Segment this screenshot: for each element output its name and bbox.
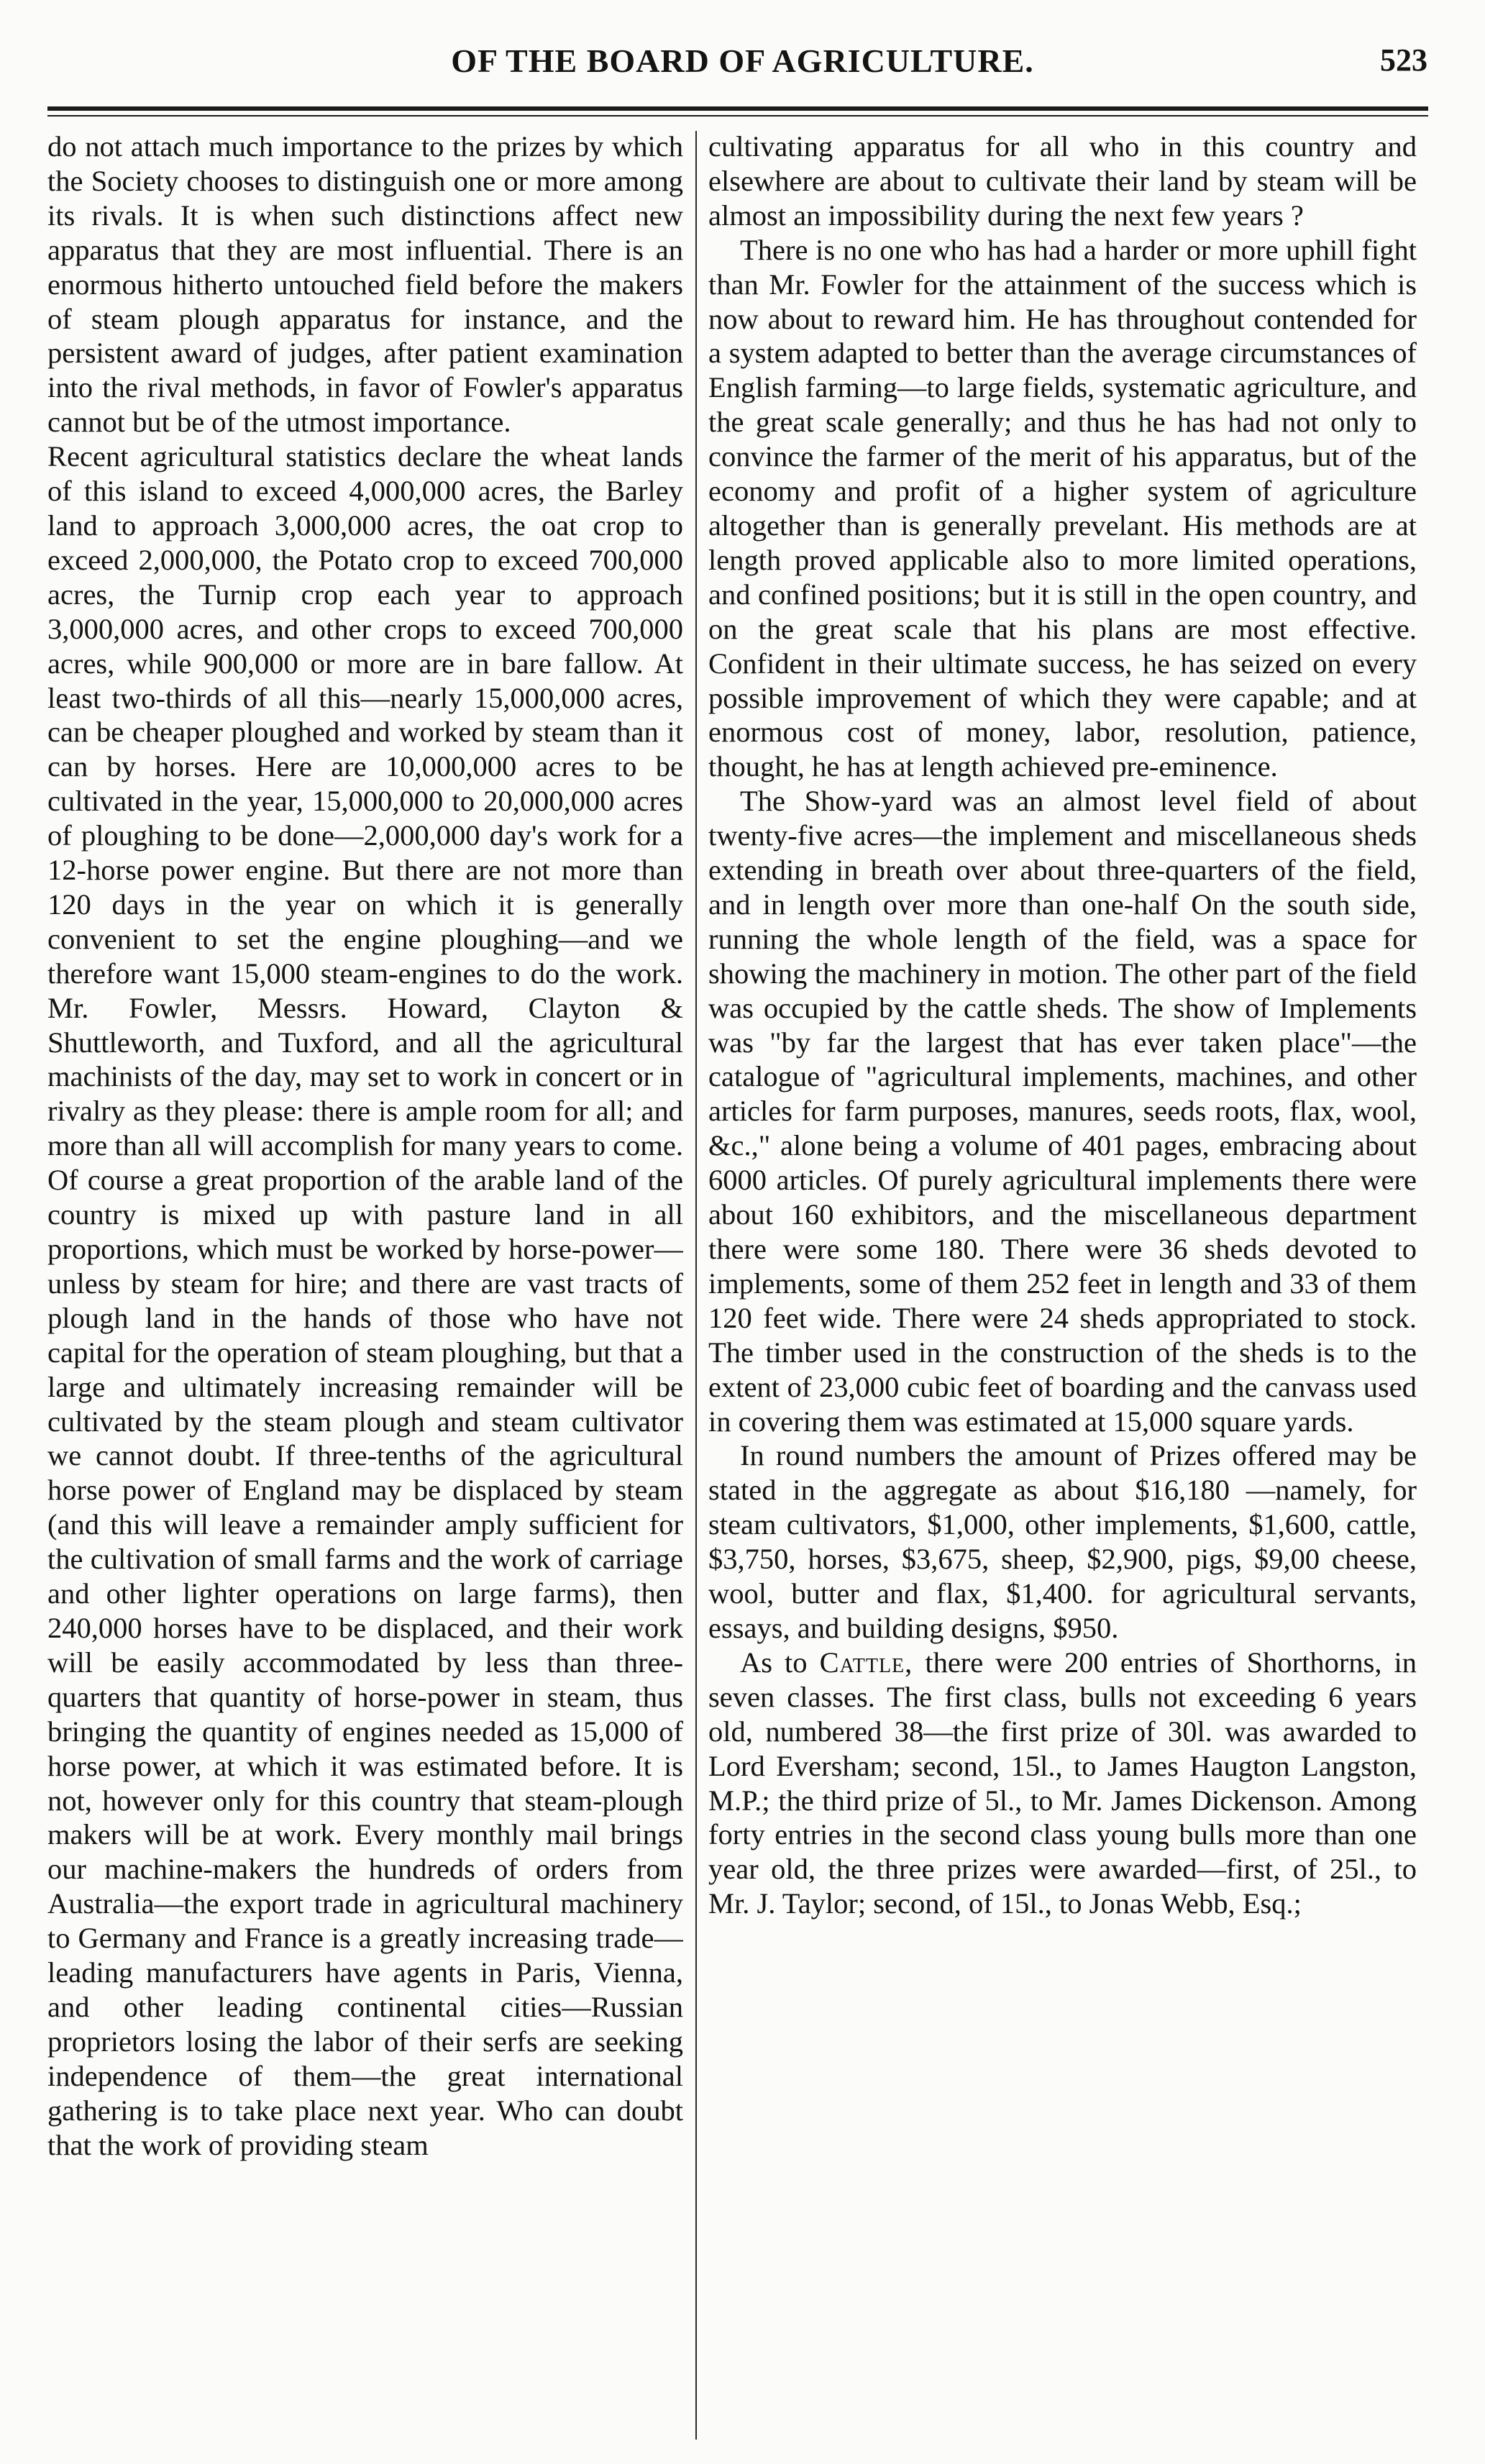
right-paragraph-5 [708, 1646, 1417, 1921]
cattle-heading: Cattle, [819, 1646, 913, 1679]
header-rule-thick [47, 106, 1428, 111]
running-head [58, 42, 1427, 92]
running-title: OF THE BOARD OF AGRICULTURE. [451, 42, 1034, 79]
cattle-lead: As to [740, 1646, 808, 1679]
right-paragraph-2: There is no one who has had a harder or more uphill fight than Mr. Fowler for the attainment of the success which is now about to reward him. He has throughout contended for a system adapted to better than the average circumstances of English farming—to large fields, systematic agriculture, and the great scale generally; and thus he has had not only to convince the farmer of the merit of his apparatus, but of the economy and profit of a higher system of agriculture altogether than is generally prevelant. His methods are at length proved applicable also to more limited operations, and confined positions; but it is still in the open country, and on the great scale that his plans are most effective. Confident in their ultimate success, he has seized on every possible improvement of which they were capable; and at enormous cost of money, labor, resolution, patience, thought, he has at length achieved pre-eminence. [708, 233, 1417, 783]
left-column [47, 129, 683, 2449]
page-number: 523 [1380, 42, 1427, 78]
right-paragraph-3: The Show-yard was an almost level field of about twenty-five acres—the implement and miscellaneous sheds extending in breath over about three-quarters of the field, and in length over more than one-half On the south side, running the whole length of the field, was a space for showing the machinery in motion. The other part of the field was occupied by the cattle sheds. The show of Implements was "by far the largest that has ever taken place"—the catalogue of "agricultural implements, machines, and other articles for farm purposes, manures, seeds roots, flax, wool, &c.," alone being a volume of 401 pages, embracing about 6000 articles. Of purely agricultural implements there were about 160 exhibitors, and the miscellaneous department there were some 180. There were 36 sheds devoted to implements, some of them 252 feet in length and 33 of them 120 feet wide. There were 24 sheds appropriated to stock. The timber used in the construction of the sheds is to the extent of 23,000 cubic feet of boarding and the canvass used in covering them was estimated at 15,000 square yards. [708, 785, 1417, 1438]
right-column [708, 129, 1417, 2449]
header-rule-thin [47, 115, 1428, 117]
right-paragraph-4: In round numbers the amount of Prizes offered may be stated in the aggregate as about $16,180 —namely, for steam cultivators, $1,000, other implements, $1,600, cattle, $3,750, horses, $3,675, sheep, $2,900, pigs, $9,00 cheese, wool, butter and flax, $1,400. for agricultural servants, essays, and building designs, $950. [708, 1439, 1417, 1644]
cattle-text: there were 200 entries of Shorthorns, in seven classes. The first class, bulls not exceeding 6 years old, numbered 38—the first prize of 30l. was awarded to Lord Eversham; second, 15l., to James Haugton Langston, M.P.; the third prize of 5l., to Mr. James Dickenson. Among forty entries in the second class young bulls more than one year old, the three prizes were awarded—first, of 25l., to Mr. J. Taylor; second, of 15l., to Jonas Webb, Esq.; [708, 1646, 1417, 1920]
right-paragraph-1: cultivating apparatus for all who in this country and elsewhere are about to cultivate their land by steam will be almost an impossibility during the next few years ? [708, 130, 1417, 232]
left-paragraph-2: Recent agricultural statistics declare the wheat lands of this island to exceed 4,000,000 acres, the Barley land to approach 3,000,000 acres, the oat crop to exceed 2,000,000, the Potato crop to exceed 700,000 acres, the Turnip crop each year to approach 3,000,000 acres, and other crops to exceed 700,000 acres, while 900,000 or more are in bare fallow. At least two-thirds of all this—nearly 15,000,000 acres, can be cheaper ploughed and worked by steam than it can by horses. Here are 10,000,000 acres to be cultivated in the year, 15,000,000 to 20,000,000 acres of ploughing to be done—2,000,000 day's work for a 12-horse power engine. But there are not more than 120 days in the year on which it is generally convenient to set the engine ploughing—and we therefore want 15,000 steam-engines to do the work. Mr. Fowler, Messrs. Howard, Clayton & Shuttleworth, and Tuxford, and all the agricultural machinists of the day, may set to work in concert or in rivalry as they please: there is ample room for all; and more than all will accomplish for many years to come. Of course a great proportion of the arable land of the country is mixed up with pasture land in all proportions, which must be worked by horse-power—unless by steam for hire; and there are vast tracts of plough land in the hands of those who have not capital for the operation of steam ploughing, but that a large and ultimately increasing remainder will be cultivated by the steam plough and steam cultivator we cannot doubt. If three-tenths of the agricultural horse power of England may be displaced by steam (and this will leave a remainder amply sufficient for the cultivation of small farms and the work of carriage and other lighter operations on large farms), then 240,000 horses have to be displaced, and their work will be easily accommodated by less than three-quarters that quantity of horse-power in steam, thus bringing the quantity of engines needed as 15,000 of horse power, at which it was estimated before. It is not, however only for this country that steam-plough makers will be at work. Every monthly mail brings our machine-makers the hundreds of orders from Australia—the export trade in agricultural machinery to Germany and France is a greatly increasing trade—leading manufacturers have agents in Paris, Vienna, and other leading continental cities—Russian proprietors losing the labor of their serfs are seeking independence of them—the great international gathering is to take place next year. Who can doubt that the work of providing steam [47, 440, 683, 2161]
column-divider [695, 131, 697, 2440]
left-paragraph-1: do not attach much importance to the prizes by which the Society chooses to distinguish one or more among its rivals. It is when such distinctions affect new apparatus that they are most influential. There is an enormous hitherto untouched field before the makers of steam plough apparatus for instance, and the persistent award of judges, after patient examination into the rival methods, in favor of Fowler's apparatus cannot but be of the utmost importance. [47, 130, 683, 439]
